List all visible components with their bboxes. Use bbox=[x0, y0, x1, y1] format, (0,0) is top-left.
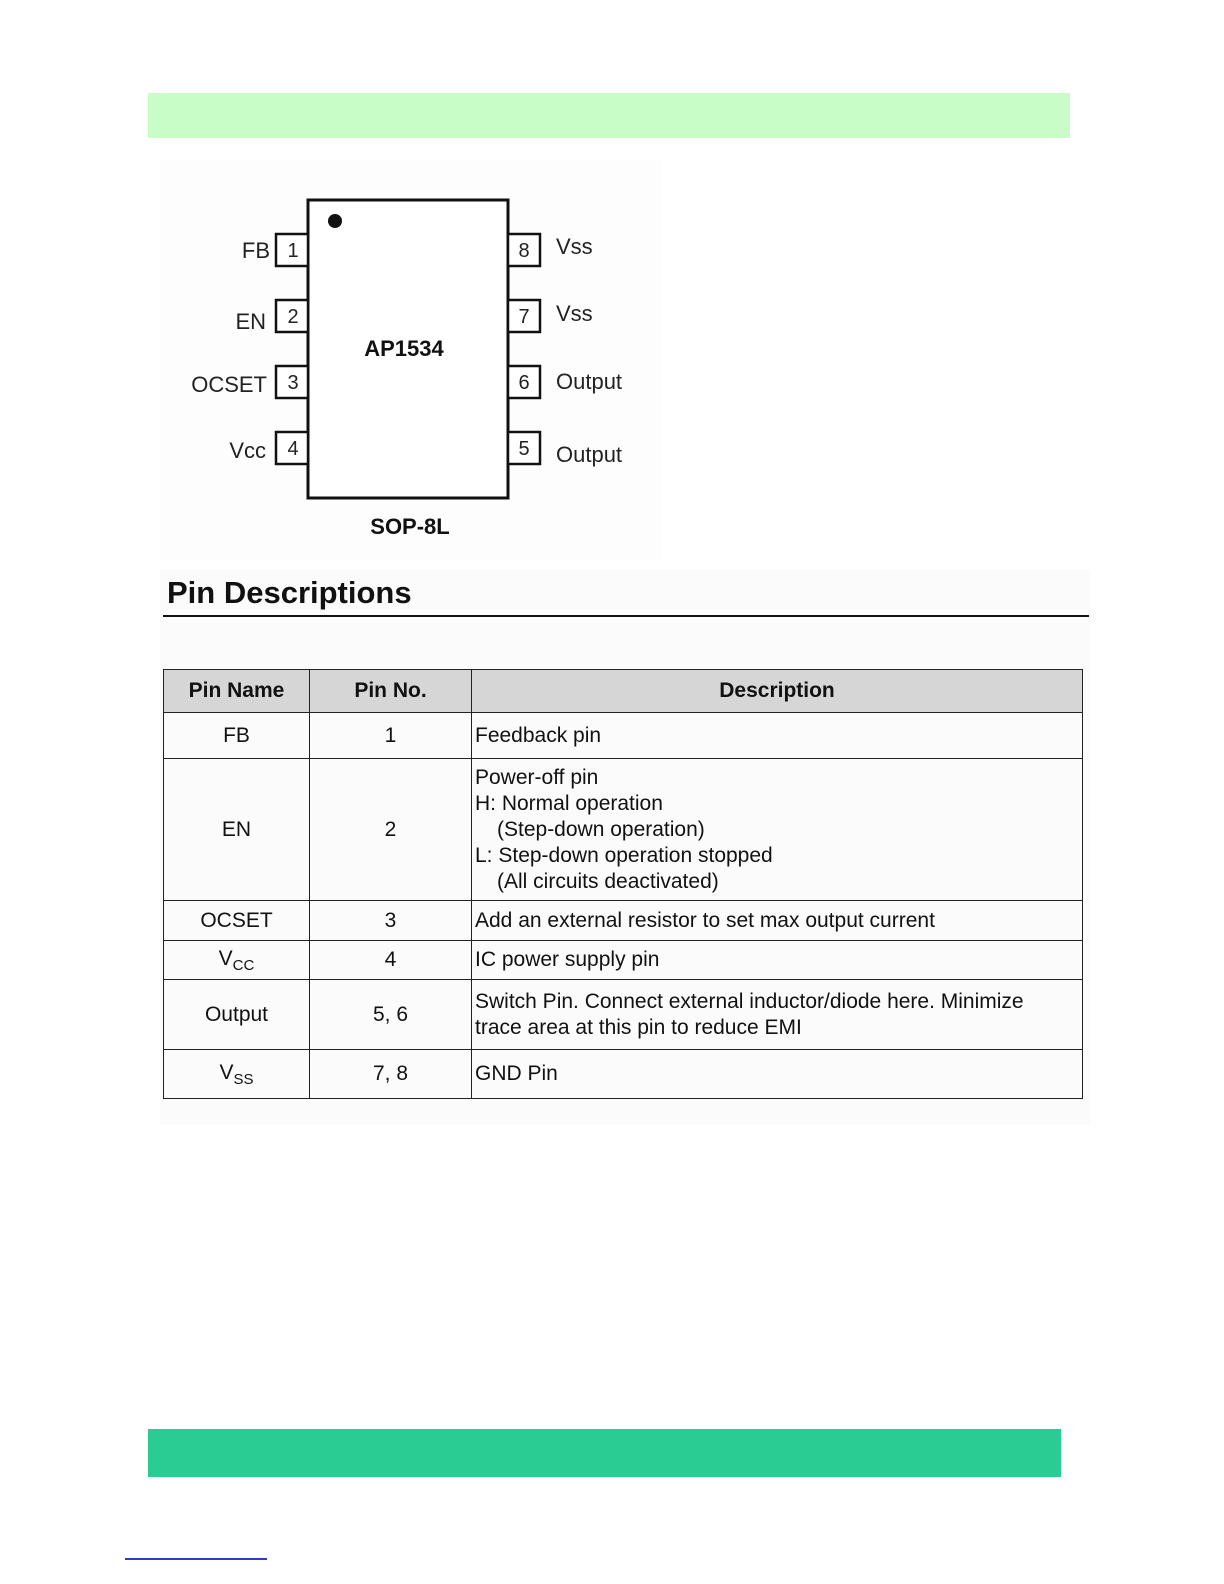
pin-label: Output bbox=[556, 442, 623, 467]
table-row bbox=[164, 941, 1083, 980]
pin-number: 8 bbox=[518, 240, 530, 262]
description-line: GND Pin bbox=[475, 1062, 558, 1085]
description-line: trace area at this pin to reduce EMI bbox=[475, 1015, 802, 1039]
table-row bbox=[164, 713, 1083, 759]
pin-number: 6 bbox=[518, 372, 530, 394]
pin-number: 5 bbox=[518, 438, 530, 460]
pin-name-subscript: SS bbox=[233, 1070, 254, 1088]
table-row bbox=[164, 980, 1083, 1050]
pin-number: 1 bbox=[287, 240, 299, 262]
pin-name-main: V bbox=[218, 946, 233, 970]
pin-number: 4 bbox=[287, 438, 299, 460]
pin-no-cell: 4 bbox=[310, 941, 472, 980]
description-line: IC power supply pin bbox=[475, 948, 660, 971]
table-row bbox=[164, 1050, 1083, 1099]
description-line: H: Normal operation bbox=[475, 791, 663, 815]
pin-name-cell bbox=[164, 941, 310, 980]
pin-label: OCSET bbox=[191, 372, 267, 397]
left-pin-3 bbox=[191, 366, 308, 398]
description-line: Switch Pin. Connect external inductor/diode here. Minimize bbox=[475, 989, 1024, 1013]
pin-number: 3 bbox=[287, 372, 299, 394]
description-cell bbox=[472, 901, 1083, 941]
left-pin-1 bbox=[242, 234, 308, 266]
pin-label: Vcc bbox=[229, 438, 266, 463]
pin-name-subscript: CC bbox=[232, 956, 255, 974]
pin-name-cell: OCSET bbox=[164, 901, 310, 941]
pin-name-cell: EN bbox=[164, 759, 310, 901]
header-pin-no: Pin No. bbox=[310, 670, 472, 713]
pin-name-main: V bbox=[219, 1060, 234, 1084]
pin1-marker-dot bbox=[328, 214, 342, 228]
description-cell bbox=[472, 1050, 1083, 1099]
table-row bbox=[164, 901, 1083, 941]
right-pin-6 bbox=[508, 366, 622, 398]
description-line: (Step-down operation) bbox=[497, 817, 705, 841]
pin-number: 7 bbox=[518, 306, 530, 328]
description-cell bbox=[472, 759, 1083, 901]
pin-number: 2 bbox=[287, 306, 299, 328]
pin-label: Output bbox=[556, 369, 623, 394]
right-pin-8 bbox=[508, 234, 593, 266]
description-line: Feedback pin bbox=[475, 723, 602, 747]
header-band bbox=[148, 93, 1070, 138]
left-pin-4 bbox=[229, 432, 308, 464]
package-name: SOP-8L bbox=[370, 514, 450, 539]
pin-name-cell: FB bbox=[164, 713, 310, 759]
description-line: L: Step-down operation stopped bbox=[475, 843, 773, 867]
header-description: Description bbox=[472, 670, 1083, 713]
pin-label: EN bbox=[235, 309, 266, 334]
pin-descriptions-table bbox=[163, 669, 1083, 1099]
pin-name-cell bbox=[164, 1050, 310, 1099]
footer-band bbox=[148, 1429, 1061, 1477]
pin-name-cell: Output bbox=[164, 980, 310, 1050]
left-pin-2 bbox=[235, 300, 308, 334]
right-pin-5 bbox=[508, 432, 622, 467]
chip-name: AP1534 bbox=[364, 336, 444, 361]
description-cell bbox=[472, 941, 1083, 980]
description-cell bbox=[472, 980, 1083, 1050]
section-title: Pin Descriptions bbox=[167, 575, 412, 610]
pin-no-cell: 1 bbox=[310, 713, 472, 759]
footer-link-underline bbox=[125, 1558, 267, 1560]
pinout-diagram bbox=[160, 160, 662, 560]
table-header-row bbox=[164, 670, 1083, 713]
table-row bbox=[164, 759, 1083, 901]
pin-no-cell: 7, 8 bbox=[310, 1050, 472, 1099]
header-pin-name: Pin Name bbox=[164, 670, 310, 713]
pin-label: FB bbox=[241, 238, 270, 263]
pin-no-cell: 2 bbox=[310, 759, 472, 901]
pin-no-cell: 3 bbox=[310, 901, 472, 941]
pin-no-cell: 5, 6 bbox=[310, 980, 472, 1050]
description-line: Add an external resistor to set max output current bbox=[475, 908, 935, 932]
description-line: (All circuits deactivated) bbox=[497, 869, 719, 893]
pin-label: Vss bbox=[556, 301, 593, 326]
pin-label: Vss bbox=[556, 234, 593, 259]
description-line: Power-off pin bbox=[475, 765, 599, 789]
section-divider bbox=[163, 615, 1089, 617]
right-pin-7 bbox=[508, 300, 593, 332]
description-cell bbox=[472, 713, 1083, 759]
